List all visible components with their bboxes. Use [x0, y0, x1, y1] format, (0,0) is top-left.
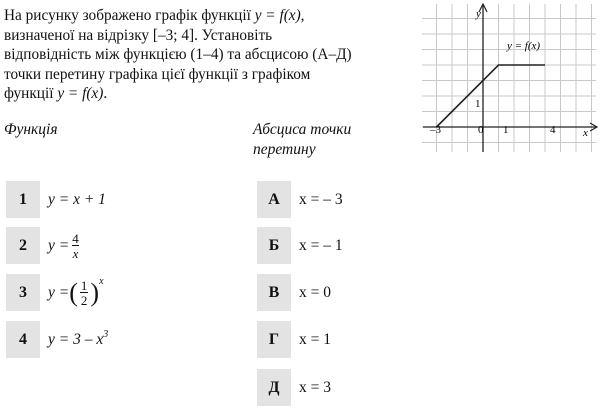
x-axis-label: x [583, 127, 588, 139]
function-graph [420, 2, 598, 154]
intro-line-5: функції y = f(x). [4, 85, 108, 103]
function-formula: y = ( $\frac{1}{2}$ ) $^x$ [48, 276, 104, 308]
function-formula: y = $\frac{4}{x}$ [48, 230, 79, 261]
answer-letter-badge: А [257, 181, 291, 218]
answers-column-header: Абсциса точки перетину [253, 121, 352, 158]
function-number-badge: 3 [6, 274, 40, 311]
answer-value: x = 0 [299, 283, 331, 301]
tick-label-x4: 4 [550, 124, 556, 136]
answer-letter-badge: Г [257, 321, 291, 358]
answer-value: x = – 3 [299, 190, 343, 208]
intro-line-3: відповідність між функцією (1–4) та абсцисою (А–Д) [4, 46, 352, 64]
intro-line-4: точки перетину графіка цієї функції з графіком [4, 65, 311, 83]
tick-label-y1: 1 [475, 98, 481, 110]
graph-grid [422, 4, 596, 152]
answer-letter-badge: Б [257, 227, 291, 264]
fraction: $\frac{1}{2}$ [80, 277, 88, 308]
task-text [4, 6, 416, 104]
function-formula: y = 3 – x $^3$ [48, 329, 109, 348]
tick-label-origin: 0 [478, 124, 484, 136]
answer-letter-badge: Д [257, 369, 291, 406]
answer-value: x = 3 [299, 378, 331, 396]
function-number-badge: 1 [6, 181, 40, 218]
function-number-badge: 4 [6, 321, 40, 358]
intro-line-2: визначеної на відрізку [–3; 4]. Установіть [4, 26, 273, 44]
functions-column-header: Функція [4, 121, 58, 138]
answer-value: x = 1 [299, 330, 331, 348]
curve-label: y = f(x) [507, 40, 541, 52]
function-number-badge: 2 [6, 227, 40, 264]
tick-label-x-neg3: –3 [430, 124, 441, 136]
intro-line-1: На рисунку зображено графік функції y = f(x), [4, 7, 305, 24]
y-axis-label: y [476, 8, 481, 20]
function-formula: y = x + 1 [48, 190, 106, 208]
fraction: $\frac{4}{x}$ [72, 230, 79, 261]
answer-value: x = – 1 [299, 236, 343, 254]
answer-letter-badge: В [257, 274, 291, 311]
function-f: y = f(x), [254, 7, 305, 24]
tick-label-x1: 1 [503, 124, 509, 136]
